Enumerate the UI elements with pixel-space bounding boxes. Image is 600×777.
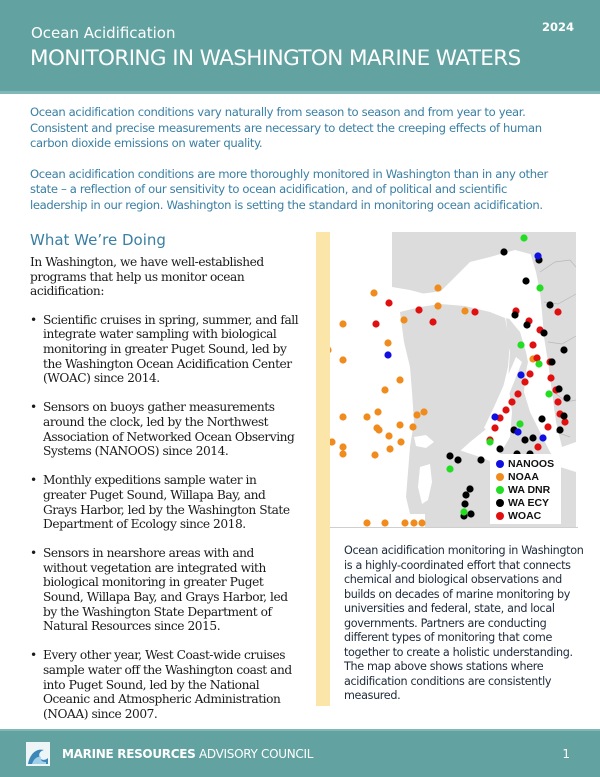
station-dot-wa-ecy — [555, 385, 562, 392]
page-header — [0, 0, 600, 94]
station-dot-noaa — [420, 408, 427, 415]
station-dot-woac — [544, 423, 551, 430]
list-item-text: Sensors in nearshore areas with and without vegetation are integrated with biological monitoring in greater Puget Sound, Willapa Bay, and Grays Harbor, led by the Washington State Department of Natural Resources since 2015. — [43, 546, 288, 634]
legend-label: NOAA — [508, 471, 539, 483]
bullet-icon: • — [30, 473, 37, 488]
station-dot-noaa — [386, 445, 393, 452]
station-dot-wa-ecy — [477, 456, 484, 463]
station-dot-wa-dnr — [517, 341, 524, 348]
list-item-text: Every other year, West Coast-wide cruises sample water off the Washington coast and into Puget Sound, led by the National Oceanic and Atmospheric Administration (NOAA) since 2007. — [43, 648, 292, 721]
station-dot-woac — [429, 318, 436, 325]
station-dot-woac — [471, 308, 478, 315]
station-dot-noaa — [330, 438, 336, 445]
bullet-icon: • — [30, 400, 37, 415]
station-dot-wa-ecy — [540, 329, 547, 336]
station-dot-woac — [526, 370, 533, 377]
list-item — [30, 546, 300, 634]
station-dot-wa-ecy — [560, 412, 567, 419]
station-dot-wa-dnr — [516, 420, 523, 427]
station-dot-noaa — [396, 376, 403, 383]
station-dot-wa-ecy — [529, 434, 536, 441]
station-dot-wa-dnr — [520, 234, 527, 241]
station-dot-wa-ecy — [467, 510, 474, 517]
legend-dot-icon — [496, 486, 504, 494]
station-dot-noaa — [374, 408, 381, 415]
station-dot-woac — [385, 299, 392, 306]
legend-label: NANOOS — [508, 458, 555, 470]
station-dot-wa-dnr — [545, 390, 552, 397]
map-legend — [490, 454, 561, 524]
header-year: 2024 — [541, 20, 574, 34]
station-dot-woac — [554, 398, 561, 405]
station-dot-wa-ecy — [454, 456, 461, 463]
station-dot-wa-ecy — [496, 445, 503, 452]
station-dot-wa-ecy — [523, 321, 530, 328]
list-item — [30, 400, 300, 458]
wave-logo-icon — [26, 742, 50, 766]
station-dot-noaa — [339, 413, 346, 420]
legend-label: WA ECY — [508, 497, 550, 509]
bullet-icon: • — [30, 312, 37, 327]
station-dot-woac — [521, 378, 528, 385]
section-title: What We’re Doing — [30, 231, 166, 249]
station-dot-nanoos — [491, 413, 498, 420]
org-name — [62, 747, 313, 761]
station-dot-noaa — [418, 519, 425, 526]
station-dot-wa-ecy — [548, 358, 555, 365]
station-dot-woac — [372, 320, 379, 327]
list-item-text: Monthly expeditions sample water in greater Puget Sound, Willapa Bay, and Grays Harbor, led by the Washington State Department of Ecology since 2018. — [43, 473, 290, 532]
station-dot-wa-ecy — [563, 394, 570, 401]
map-divider — [330, 527, 578, 528]
legend-dot-icon — [496, 499, 504, 507]
station-dot-noaa — [461, 307, 468, 314]
intro-paragraph: Ocean acidification conditions are more thoroughly monitored in Washington than in any other state – a reflection of our sensitivity to ocean acidification, and of political and scientific leadership in our region. Washington is setting the standard in monitoring ocean acidification. — [30, 166, 548, 212]
list-item — [30, 473, 300, 531]
station-dot-wa-ecy — [500, 248, 507, 255]
station-dot-wa-dnr — [446, 465, 453, 472]
station-dot-nanoos — [384, 351, 391, 358]
station-dot-noaa — [397, 438, 404, 445]
intro — [30, 105, 550, 228]
legend-label: WA DNR — [508, 484, 551, 496]
station-dot-noaa — [410, 519, 417, 526]
sidebar-accent-bar — [316, 232, 330, 706]
page-number: 1 — [562, 747, 570, 761]
station-dot-wa-ecy — [521, 436, 528, 443]
station-dot-nanoos — [534, 252, 541, 259]
station-dot-noaa — [413, 411, 420, 418]
station-dot-woac — [514, 390, 521, 397]
section-lead: In Washington, we have well-established programs that help us monitor ocean acidification: — [30, 255, 264, 299]
station-dot-wa-ecy — [560, 346, 567, 353]
station-dot-noaa — [339, 356, 346, 363]
station-dot-woac — [529, 341, 536, 348]
station-dot-nanoos — [539, 434, 546, 441]
station-dot-wa-ecy — [446, 452, 453, 459]
station-dot-noaa — [370, 289, 377, 296]
station-dot-noaa — [384, 339, 391, 346]
station-dot-noaa — [385, 432, 392, 439]
legend-dot-icon — [496, 473, 504, 481]
station-dot-woac — [508, 398, 515, 405]
station-dot-noaa — [363, 519, 370, 526]
list-item-text: Scientific cruises in spring, summer, and fall integrate water sampling with biological monitoring in greater Puget Sound, led by the Washington Ocean Acidification Center (WOAC) since 2014. — [43, 312, 299, 386]
map-caption: Ocean acidification monitoring in Washington is a highly-coordinated effort that connects chemical and biological observations and builds on decades of marine monitoring by universities and federal, state, and local governments. Partners are conducting different types of monitoring that come together to create a holistic understanding. The map above shows stations where acidification conditions are consistently measured. — [344, 544, 584, 702]
program-list — [30, 313, 300, 722]
bullet-icon: • — [30, 546, 37, 561]
intro-paragraph: Ocean acidification conditions vary naturally from season to season and from year to year. Consistent and precise measurements are necessary to detect the creeping effects of human carbon dioxide emissions on water quality. — [30, 105, 542, 150]
station-dot-wa-ecy — [546, 301, 553, 308]
station-dot-noaa — [339, 443, 346, 450]
station-dot-nanoos — [514, 428, 521, 435]
bullet-icon: • — [30, 648, 37, 663]
station-dot-noaa — [434, 302, 441, 309]
station-dot-woac — [415, 306, 422, 313]
station-dot-noaa — [381, 519, 388, 526]
station-dot-noaa — [381, 386, 388, 393]
station-dot-noaa — [400, 316, 407, 323]
station-dot-woac — [554, 308, 561, 315]
station-dot-noaa — [401, 519, 408, 526]
station-dot-noaa — [371, 451, 378, 458]
station-dot-wa-dnr — [536, 284, 543, 291]
station-dot-wa-ecy — [522, 277, 529, 284]
station-dot-noaa — [363, 413, 370, 420]
station-dot-woac — [534, 443, 541, 450]
station-dot-woac — [547, 374, 554, 381]
station-dot-wa-ecy — [538, 415, 545, 422]
legend-dot-icon — [496, 512, 504, 520]
station-dot-wa-ecy — [461, 500, 468, 507]
station-dot-noaa — [409, 423, 416, 430]
list-item-text: Sensors on buoys gather measurements around the clock, led by the Northwest Association of Networked Ocean Observing Systems (NANOOS) since 2014. — [43, 400, 295, 459]
station-dot-nanoos — [517, 371, 524, 378]
org-name-bold: MARINE RESOURCES — [62, 747, 196, 761]
header-kicker: Ocean Acidification — [31, 24, 176, 42]
station-dot-wa-ecy — [466, 485, 473, 492]
water-strait-juan-de-fuca — [392, 287, 505, 306]
station-dot-woac — [561, 418, 568, 425]
program-list-column — [30, 255, 300, 736]
station-dot-wa-dnr — [535, 360, 542, 367]
station-dot-noaa — [330, 346, 332, 353]
station-dot-woac — [491, 424, 498, 431]
list-item — [30, 313, 300, 386]
station-dot-wa-dnr — [486, 438, 493, 445]
station-dot-wa-ecy — [511, 311, 518, 318]
page-footer — [0, 729, 600, 777]
page-title: MONITORING IN WASHINGTON MARINE WATERS — [30, 46, 521, 71]
station-dot-wa-ecy — [556, 426, 563, 433]
station-dot-noaa — [375, 426, 382, 433]
station-dot-wa-dnr — [460, 508, 467, 515]
station-dot-woac — [502, 406, 509, 413]
legend-label: WOAC — [508, 510, 542, 522]
station-dot-noaa — [396, 421, 403, 428]
station-dot-noaa — [434, 284, 441, 291]
org-name-rest: ADVISORY COUNCIL — [195, 747, 314, 761]
list-item — [30, 648, 300, 721]
legend-dot-icon — [496, 460, 504, 468]
station-dot-noaa — [339, 320, 346, 327]
station-dot-wa-ecy — [462, 491, 469, 498]
station-dot-noaa — [339, 450, 346, 457]
